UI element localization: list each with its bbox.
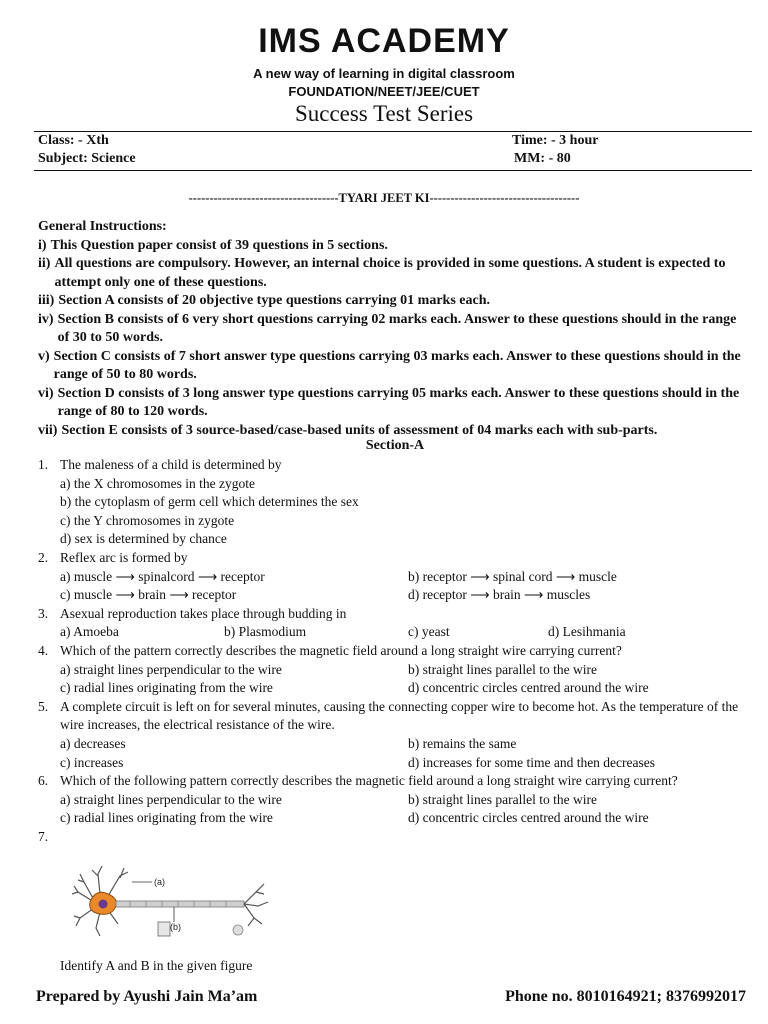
question-6 <box>38 772 750 828</box>
instruction-num: vi) <box>38 385 54 401</box>
option: a) decreases <box>60 735 126 751</box>
section-a-heading: Section-A <box>365 438 425 453</box>
option: d) concentric circles centred around the wire <box>408 810 649 826</box>
courses-line: FOUNDATION/NEET/JEE/CUET <box>288 84 480 99</box>
option: b) receptor ⟶ spinal cord ⟶ muscle <box>408 568 617 584</box>
option: d) Lesihmania <box>548 624 626 640</box>
instruction-num: iii) <box>38 293 55 308</box>
option: d) increases for some time and then decreases <box>408 754 656 770</box>
question-text <box>60 828 750 847</box>
instruction-num: i) <box>38 237 47 253</box>
question-3 <box>38 605 750 642</box>
options-grid <box>60 623 750 642</box>
option: c) muscle ⟶ brain ⟶ receptor <box>60 587 237 603</box>
question-number: 6. <box>38 773 49 789</box>
options-grid <box>60 661 750 698</box>
q7-prompt: Identify A and B in the given figure <box>60 958 253 973</box>
question-4 <box>38 642 750 698</box>
footer-phone: Phone no. 8010164921; 8376992017 <box>505 988 746 1005</box>
question-7 <box>38 828 750 847</box>
option: b) straight lines parallel to the wire <box>408 791 597 807</box>
test-series-title: Success Test Series <box>294 101 474 126</box>
instruction-text: Section D consists of 3 long answer type questions carrying 05 marks each. Answer to these questions should in the range of 80 to 120 words. <box>57 385 740 419</box>
time-label: Time: - 3 hour <box>512 133 599 148</box>
instruction-text: Section E consists of 3 source-based/case-based units of assessment of 04 marks each with sub-parts. <box>61 422 658 438</box>
instruction-text: All questions are compulsory. However, an internal choice is provided in some questions. A student is expected to attempt only one of these questions. <box>54 256 726 290</box>
option: c) increases <box>60 754 124 770</box>
question-text: Asexual reproduction takes place through budding in <box>60 605 347 621</box>
option: b) straight lines parallel to the wire <box>408 661 597 677</box>
option: d) receptor ⟶ brain ⟶ muscles <box>408 587 591 603</box>
option: b) Plasmodium <box>224 624 307 640</box>
question-5 <box>38 698 750 772</box>
footer-prepared-by: Prepared by Ayushi Jain Ma’am <box>36 988 258 1005</box>
option: a) the X chromosomes in the zygote <box>60 475 255 491</box>
option: b) remains the same <box>408 735 517 751</box>
option: a) Amoeba <box>60 624 119 640</box>
question-number: 3. <box>38 605 49 621</box>
options-grid <box>60 735 750 772</box>
option: d) concentric circles centred around the wire <box>408 680 649 696</box>
question-number: 4. <box>38 642 49 658</box>
option: b) the cytoplasm of germ cell which determines the sex <box>60 494 359 510</box>
general-instructions <box>38 218 750 440</box>
figure-label-b: (b) <box>170 922 181 932</box>
figure-label-a: (a) <box>154 877 165 887</box>
question-1 <box>38 456 750 549</box>
questions-list <box>38 456 750 846</box>
meta-rule <box>34 170 752 171</box>
neuron-svg <box>72 862 272 942</box>
question-text: Reflex arc is formed by <box>60 549 188 565</box>
option: c) radial lines originating from the wire <box>60 810 273 826</box>
class-label: Class: - Xth <box>38 133 109 148</box>
question-text: A complete circuit is left on for several minutes, causing the connecting copper wire to become hot. As the temperature of the wire increases, the electrical resistance of the wire. <box>60 698 739 733</box>
max-marks-label: MM: - 80 <box>514 151 571 166</box>
instruction-text: Section A consists of 20 objective type questions carrying 01 marks each. <box>58 293 490 308</box>
instruction-item <box>38 255 750 292</box>
question-number: 5. <box>38 698 49 714</box>
option: a) straight lines perpendicular to the wire <box>60 661 282 677</box>
options-grid <box>60 568 750 605</box>
option: a) muscle ⟶ spinalcord ⟶ receptor <box>60 568 265 584</box>
question-text: The maleness of a child is determined by <box>60 457 282 472</box>
option: c) radial lines originating from the wire <box>60 680 273 696</box>
question-number: 2. <box>38 549 49 565</box>
neuron-diagram-icon <box>72 862 272 942</box>
question-text: Which of the following pattern correctly describes the magnetic field around a long straight wire carrying current? <box>60 773 678 789</box>
instruction-num: ii) <box>38 256 51 271</box>
top-rule <box>34 131 752 132</box>
instruction-num: iv) <box>38 311 54 327</box>
instruction-item <box>38 348 750 385</box>
instruction-num: v) <box>38 348 50 364</box>
motto-line: ------------------------------------TYARI JEET KI------------------------------------ <box>188 191 580 205</box>
question-2 <box>38 549 750 605</box>
question-number: 1. <box>38 457 49 472</box>
instruction-text: Section B consists of 6 very short questions carrying 02 marks each. Answer to these questions should in the range of 30 to 50 words. <box>57 311 737 345</box>
option: d) sex is determined by chance <box>60 531 227 547</box>
question-number: 7. <box>38 828 49 844</box>
instruction-item <box>38 292 750 311</box>
options-grid <box>60 791 750 828</box>
instruction-text: This Question paper consist of 39 questions in 5 sections. <box>50 237 388 253</box>
question-text: Which of the pattern correctly describes the magnetic field around a long straight wire carrying current? <box>60 642 622 658</box>
option: c) the Y chromosomes in zygote <box>60 512 235 528</box>
option: c) yeast <box>408 624 450 640</box>
instructions-heading: General Instructions: <box>38 219 167 234</box>
instruction-text: Section C consists of 7 short answer type questions carrying 03 marks each. Answer to these questions should in the range of 50 to 80 words. <box>53 348 741 382</box>
instruction-num: vii) <box>38 422 58 438</box>
subject-label: Subject: Science <box>38 151 136 166</box>
instruction-item <box>38 385 750 422</box>
instruction-item <box>38 237 750 256</box>
instruction-item <box>38 311 750 348</box>
academy-tagline: A new way of learning in digital classroom <box>253 66 515 81</box>
option: a) straight lines perpendicular to the wire <box>60 791 282 807</box>
academy-title: IMS ACADEMY <box>258 22 510 60</box>
